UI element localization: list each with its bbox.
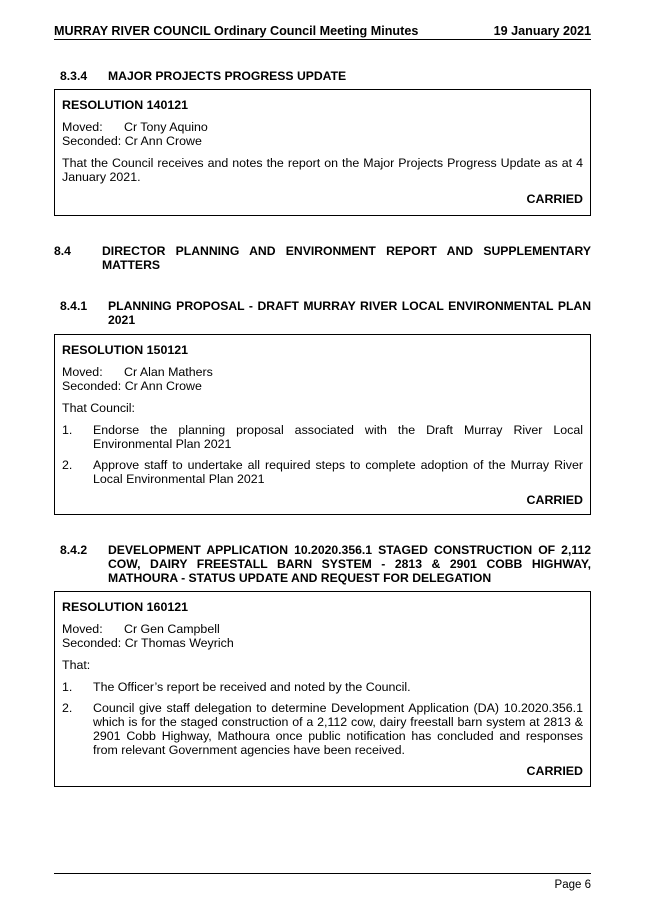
carried-label: CARRIED [526,493,583,507]
item-text: Council give staff delegation to determine Development Application (DA) 10.2020.356.1 which is for the staged construction of a 2,112 cow, dairy freestall barn system at 2813 & 2901 Cobb Highway, Mathoura once public notification has concluded and responses from relevant Government agencies have been received. [93,701,583,757]
moved-label: Moved: [62,120,103,134]
resolution-items [62,423,583,486]
seconded-label: Seconded: [62,134,122,148]
item-number: 1. [62,423,73,437]
page-header [54,22,591,40]
resolution-text: That the Council receives and notes the report on the Major Projects Progress Update as at 4 January 2021. [62,156,583,184]
item-text: Endorse the planning proposal associated with the Draft Murray River Local Environmental Plan 2021 [93,423,583,451]
header-council-title: MURRAY RIVER COUNCIL Ordinary Council Meeting Minutes [54,24,419,38]
moved-label: Moved: [62,365,103,379]
resolution-intro: That Council: [62,401,136,415]
list-item [62,423,583,451]
mover-block [62,622,583,650]
item-number: 2. [62,458,73,472]
moved-name: Cr Alan Mathers [124,365,213,379]
seconded-name: Cr Ann Crowe [124,134,202,148]
list-item [62,701,583,757]
section-number: 8.4.2 [60,543,88,557]
resolution-box-150121 [54,334,591,515]
resolution-intro: That: [62,658,91,672]
resolution-items [62,680,583,757]
moved-name: Cr Gen Campbell [124,622,220,636]
carried-label: CARRIED [526,192,583,206]
resolution-box-160121 [54,591,591,787]
resolution-title: RESOLUTION 140121 [62,98,189,112]
section-number: 8.4 [54,244,71,258]
page-footer [54,873,591,891]
section-title: DIRECTOR PLANNING AND ENVIRONMENT REPORT AND SUPPLEMENTARY MATTERS [102,244,591,272]
section-number: 8.4.1 [60,299,88,313]
moved-name: Cr Tony Aquino [124,120,208,134]
section-title: PLANNING PROPOSAL - DRAFT MURRAY RIVER LOCAL ENVIRONMENTAL PLAN 2021 [108,299,591,327]
seconded-name: Cr Ann Crowe [124,379,202,393]
item-text: Approve staff to undertake all required steps to complete adoption of the Murray River Local Environmental Plan 2021 [93,458,583,486]
seconded-name: Cr Thomas Weyrich [124,636,234,650]
page-number: Page 6 [554,879,591,891]
mover-block [62,120,583,148]
item-number: 1. [62,680,73,694]
resolution-title: RESOLUTION 160121 [62,600,189,614]
item-number: 2. [62,701,73,715]
resolution-box-140121 [54,89,591,216]
seconded-label: Seconded: [62,636,122,650]
section-title: DEVELOPMENT APPLICATION 10.2020.356.1 STAGED CONSTRUCTION OF 2,112 COW, DAIRY FREESTALL BARN SYSTEM - 2813 & 2901 COBB HIGHWAY, MATHOURA - STATUS UPDATE AND REQUEST FOR DELEGATION [108,543,591,585]
mover-block [62,365,583,393]
item-text: The Officer’s report be received and noted by the Council. [93,680,411,694]
header-date: 19 January 2021 [493,24,591,38]
list-item [62,680,583,694]
list-item [62,458,583,486]
section-title: MAJOR PROJECTS PROGRESS UPDATE [108,69,347,83]
section-number: 8.3.4 [60,69,88,83]
seconded-label: Seconded: [62,379,122,393]
carried-label: CARRIED [526,764,583,778]
moved-label: Moved: [62,622,103,636]
resolution-title: RESOLUTION 150121 [62,343,189,357]
